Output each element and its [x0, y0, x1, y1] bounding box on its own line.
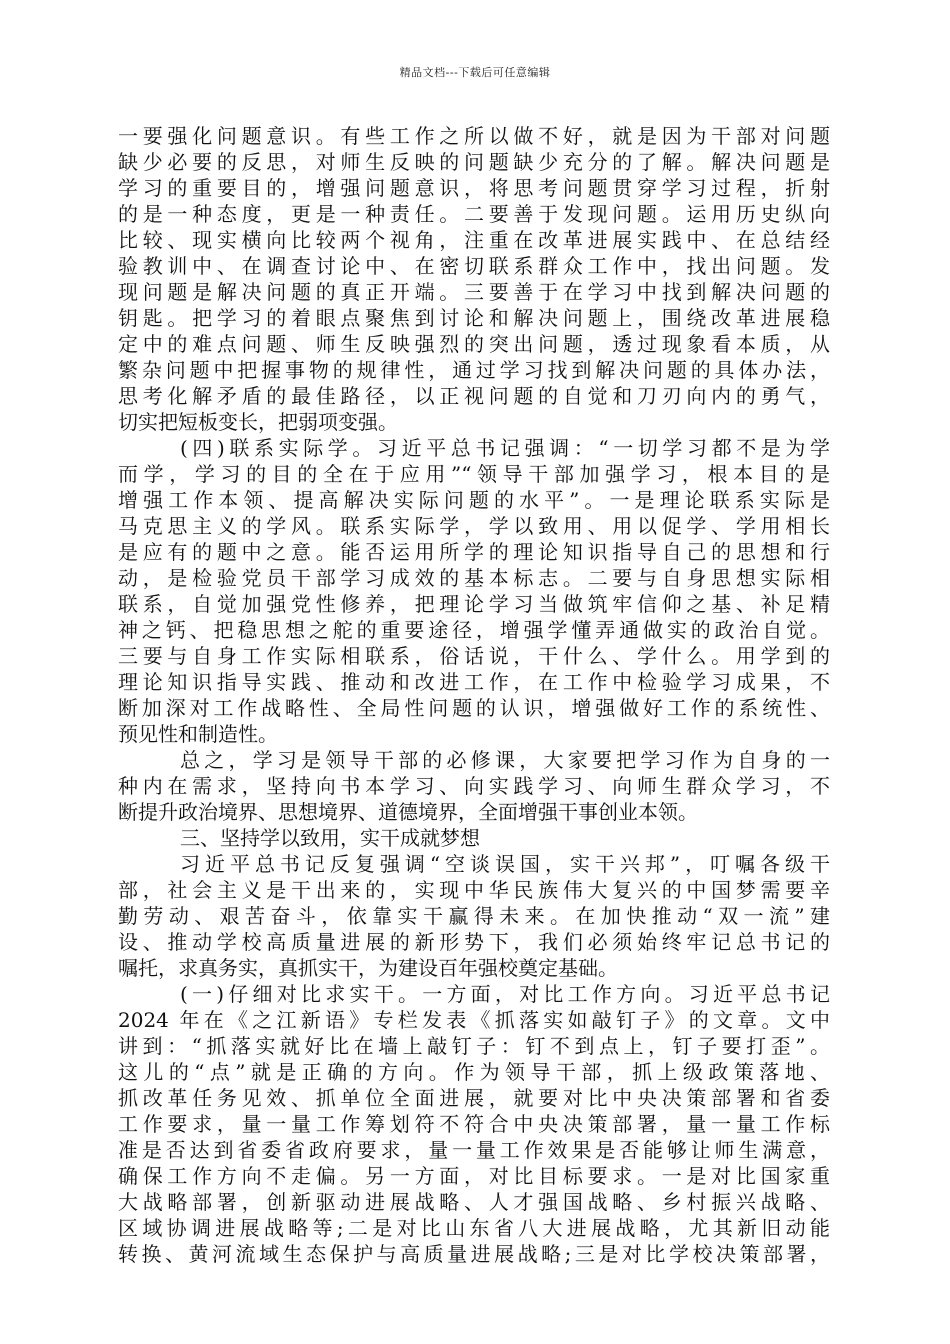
text-line: 转换、黄河流域生态保护与高质量进展战略;三是对比学校决策部署， [118, 1242, 830, 1266]
text-line: 嘱托，求真务实，真抓实干，为建设百年强校奠定基础。 [118, 956, 618, 980]
text-line: 区域协调进展战略等;二是对比山东省八大进展战略，尤其新旧动能 [118, 1216, 830, 1240]
text-line: 抓改革任务见效、抓单位全面进展，就要对比中央决策部署和省委 [118, 1086, 830, 1110]
text-line: 这儿的“点”就是正确的方向。作为领导干部，抓上级政策落地、 [118, 1060, 830, 1084]
text-line: 总之，学习是领导干部的必修课，大家要把学习作为自身的一 [180, 748, 830, 772]
text-line: 大战略部署，创新驱动进展战略、人才强国战略、乡村振兴战略、 [118, 1190, 830, 1214]
text-line: 现问题是解决问题的真正开端。三要善于在学习中找到解决问题的 [118, 280, 830, 304]
text-line: 比较、现实横向比较两个视角，注重在改革进展实践中、在总结经 [118, 228, 830, 252]
text-line: 神之钙、把稳思想之舵的重要途径，增强学懂弄通做实的政治自觉。 [118, 618, 830, 642]
text-line: 断提升政治境界、思想境界、道德境界，全面增强干事创业本领。 [118, 800, 698, 824]
text-line: 预见性和制造性。 [118, 722, 278, 746]
document-body [118, 123, 830, 1267]
text-line: 动，是检验党员干部学习成效的基本标志。二要与自身思想实际相 [118, 566, 830, 590]
text-line: 工作要求，量一量工作筹划符不符合中央决策部署，量一量工作标 [118, 1112, 830, 1136]
text-line: 勤劳动、艰苦奋斗，依靠实干赢得未来。在加快推动“双一流”建 [118, 904, 830, 928]
text-line: 是应有的题中之意。能否运用所学的理论知识指导自己的思想和行 [118, 540, 830, 564]
text-line: 2024 年在《之江新语》专栏发表《抓落实如敲钉子》的文章。文中 [118, 1008, 830, 1032]
text-line: 讲到：“抓落实就好比在墙上敲钉子：钉不到点上，钉子要打歪”。 [118, 1034, 830, 1058]
text-line: 习近平总书记反复强调“空谈误国，实干兴邦”，叮嘱各级干 [180, 852, 830, 876]
page-header: 精品文档---下载后可任意编辑 [399, 66, 551, 79]
text-line: (一)仔细对比求实干。一方面，对比工作方向。习近平总书记 [180, 982, 830, 1006]
text-line: 繁杂问题中把握事物的规律性，通过学习找到解决问题的具体办法， [118, 358, 830, 382]
text-line: 缺少必要的反思，对师生反映的问题缺少充分的了解。解决问题是 [118, 150, 830, 174]
text-line: 切实把短板变长，把弱项变强。 [118, 410, 398, 434]
text-line: 部，社会主义是干出来的，实现中华民族伟大复兴的中国梦需要辛 [118, 878, 830, 902]
text-line: 三要与自身工作实际相联系，俗话说，干什么、学什么。用学到的 [118, 644, 830, 668]
text-line: 一要强化问题意识。有些工作之所以做不好，就是因为干部对问题 [118, 124, 830, 148]
text-line: 三、坚持学以致用，实干成就梦想 [180, 826, 480, 850]
text-line: 马克思主义的学风。联系实际学，学以致用、用以促学、学用相长 [118, 514, 830, 538]
text-line: 钥匙。把学习的着眼点聚焦到讨论和解决问题上，围绕改革进展稳 [118, 306, 830, 330]
text-line: 准是否达到省委省政府要求，量一量工作效果是否能够让师生满意， [118, 1138, 830, 1162]
text-line: (四)联系实际学。习近平总书记强调：“一切学习都不是为学 [180, 436, 830, 460]
text-line: 定中的难点问题、师生反映强烈的突出问题，透过现象看本质，从 [118, 332, 830, 356]
text-line: 学习的重要目的，增强问题意识，将思考问题贯穿学习过程，折射 [118, 176, 830, 200]
text-line: 理论知识指导实践、推动和改进工作，在工作中检验学习成果，不 [118, 670, 830, 694]
text-line: 联系，自觉加强党性修养，把理论学习当做筑牢信仰之基、补足精 [118, 592, 830, 616]
text-line: 思考化解矛盾的最佳路径，以正视问题的自觉和刀刃向内的勇气， [118, 384, 830, 408]
text-line: 而学，学习的目的全在于应用”“领导干部加强学习，根本目的是 [118, 462, 830, 486]
text-line: 设、推动学校高质量进展的新形势下，我们必须始终牢记总书记的 [118, 930, 830, 954]
text-line: 确保工作方向不走偏。另一方面，对比目标要求。一是对比国家重 [118, 1164, 830, 1188]
text-line: 增强工作本领、提高解决实际问题的水平”。一是理论联系实际是 [118, 488, 830, 512]
text-line: 的是一种态度，更是一种责任。二要善于发现问题。运用历史纵向 [118, 202, 830, 226]
text-line: 种内在需求，坚持向书本学习、向实践学习、向师生群众学习，不 [118, 774, 830, 798]
text-line: 验教训中、在调查讨论中、在密切联系群众工作中，找出问题。发 [118, 254, 830, 278]
text-line: 断加深对工作战略性、全局性问题的认识，增强做好工作的系统性、 [118, 696, 830, 720]
